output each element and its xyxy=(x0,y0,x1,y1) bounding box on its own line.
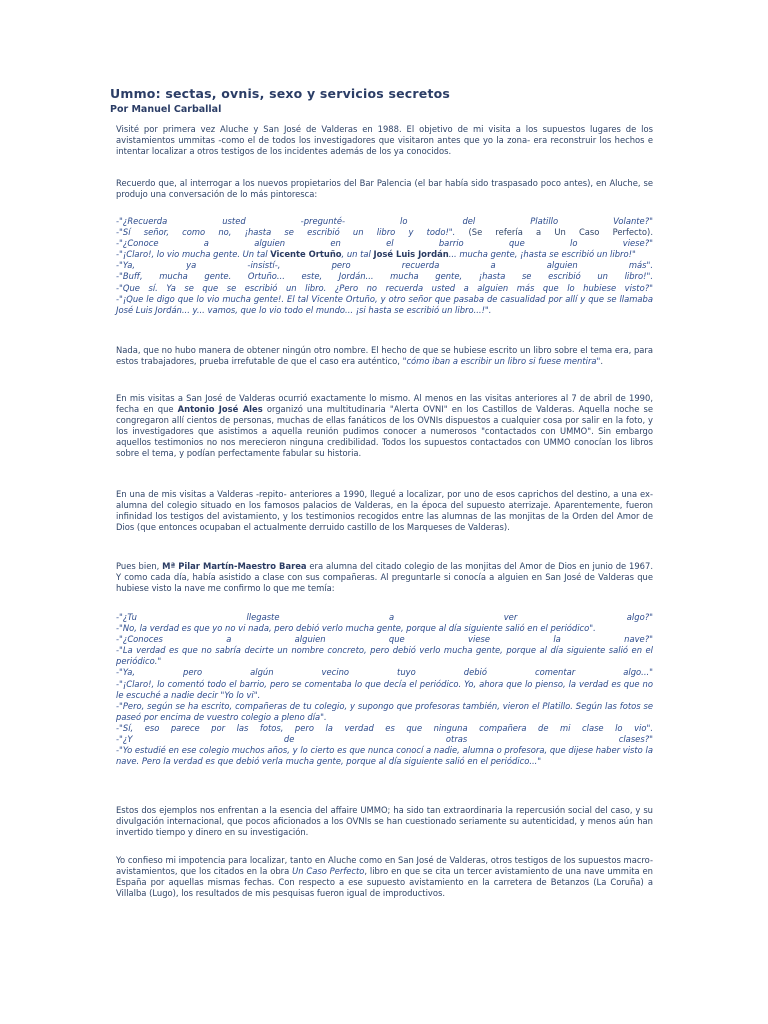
dialogue-line: -"Sí, eso parece por las fotos, pero la verdad es que ninguna compañera de mi clase lo vio". xyxy=(116,722,653,733)
quote: "cómo iban a escribir un libro si fuese mentira" xyxy=(402,356,601,367)
person-name: Antonio José Ales xyxy=(177,404,263,415)
person-name: José Luis Jordán xyxy=(373,249,449,260)
dialogue-line: -"¿Y de otras clases?" xyxy=(116,734,653,745)
dialogue-line: -"¡Claro!, lo vio mucha gente. Un tal Vicente Ortuño, un tal José Luis Jordán... mucha gente, ¡hasta se escribió un libro!" xyxy=(116,249,636,260)
dialogue-line: -"Ya, pero algún vecino tuyo debió comentar algo..." xyxy=(116,667,653,678)
paragraph-5: En una de mis visitas a Valderas -repito- anteriores a 1990, llegué a localizar, por uno de esos caprichos del destino, a una ex-alumna del colegio situado en los famosos palacios de Valderas, en la época del supuesto aterrizaje. Aparentemente, fueron infinidad los testigos del avistamiento, y los testimonios recogidos entre las alumnas de las monjitas de la Orden del Amor de Dios (que entonces ocupaban el actualmente derruido castillo de los Marqueses de Valderas). xyxy=(116,489,653,533)
book-title: Un Caso Perfecto xyxy=(292,866,365,877)
article-byline: Por Manuel Carballal xyxy=(110,104,222,115)
paragraph-7: Estos dos ejemplos nos enfrentan a la esencia del affaire UMMO; ha sido tan extraordinaria la repercusión social del caso, y su divulgación internacional, que pocos aficionados a los OVNIs se han cuestionado seriamente su autenticidad, y menos aún han invertido tiempo y dinero en su investigación. xyxy=(116,805,653,838)
dialogue-line: -"Que sí. Ya se que se escribió un libro. ¿Pero no recuerda usted a alguien más que lo hubiese visto?" xyxy=(116,282,653,293)
person-name: Mª Pilar Martín-Maestro Barea xyxy=(162,561,307,571)
dialogue-line: -"Pero, según se ha escrito, compañeras de tu colegio, y supongo que profesoras también, vieron el Platillo. Según las fotos se paseó por encima de vuestro colegio a pleno día". xyxy=(116,700,653,722)
paragraph-8: Yo confieso mi impotencia para localizar, tanto en Aluche como en San José de Valderas, otros testigos de los supuestos macro-avistamientos, que los citados en la obra Un Caso Perfecto, libro en que se cita un tercer avistamiento de una nave ummita en España por aquellas mismas fechas. Con respecto a ese supuesto avistamiento en la carretera de Betanzos (La Coruña) a Villalba (Lugo), los resultados de mis pesquisas fueron igual de improductivos. xyxy=(116,855,653,899)
dialogue-line: -"Sí señor, como no, ¡hasta se escribió un libro y todo!". (Se refería a Un Caso Perfecto). xyxy=(116,227,653,238)
dialogue-line: -"¿Conoces a alguien que viese la nave?" xyxy=(116,634,653,645)
dialogue-line: -"La verdad es que no sabría decirte un nombre concreto, pero debió verlo mucha gente, porque al día siguiente salió en el periódico." xyxy=(116,645,653,667)
paragraph-3: Nada, que no hubo manera de obtener ningún otro nombre. El hecho de que se hubiese escrito un libro sobre el tema era, para estos trabajadores, prueba irrefutable de que el caso era auténtico, "cómo iban a escribir un libro si fuese mentira". xyxy=(116,345,653,367)
dialogue-line: -"Yo estudié en ese colegio muchos años, y lo cierto es que nunca conocí a nadie, alumna o profesora, que dijese haber visto la nave. Pero la verdad es que debió verla mucha gente, porque al día siguiente salió en el periódico..." xyxy=(116,745,653,767)
dialogue-line: -"¿Conoce a alguien en el barrio que lo viese?" xyxy=(116,238,653,249)
paragraph-4: En mis visitas a San José de Valderas ocurrió exactamente lo mismo. Al menos en las visitas anteriores al 7 de abril de 1990, fecha en que Antonio José Ales organizó una multitudinaria "Alerta OVNI" en los Castillos de Valderas. Aquella noche se congregaron allí cientos de personas, muchas de ellas fanáticos de los OVNIs dispuestos a cualquier cosa por salir en la foto, y los investigadores que asistimos a aquella reunión pudimos conocer a numerosos "contactados con UMMO". Sin embargo aquellos testimonios no nos merecieron ninguna credibilidad. Todos los supuestos contactados con UMMO conocían los libros sobre el tema, y podían perfectamente fabular su historia. xyxy=(116,393,653,459)
paragraph-2: Recuerdo que, al interrogar a los nuevos propietarios del Bar Palencia (el bar había sido traspasado poco antes), en Aluche, se produjo una conversación de lo más pintoresca: xyxy=(116,178,653,200)
dialogue-valderas xyxy=(116,612,653,767)
paragraph-1: Visité por primera vez Aluche y San José de Valderas en 1988. El objetivo de mi visita a los supuestos lugares de los avistamientos ummitas -como el de todos los investigadores que visitaron antes que yo la zona- era reconstruir los hechos e intentar localizar a otros testigos de los incidentes además de los ya conocidos. xyxy=(116,124,653,157)
paragraph-6: Pues bien, Mª Pilar Martín-Maestro Barea era alumna del citado colegio de las monjitas del Amor de Dios en junio de 1967. Y como cada día, había asistido a clase con sus compañeras. Al preguntarle si conocía a alguien en San José de Valderas que hubiese visto la nave me confirmo lo que me temía: xyxy=(116,561,653,594)
dialogue-line: -"¡Que le digo que lo vio mucha gente!. El tal Vicente Ortuño, y otro señor que pasaba de casualidad por allí y que se llamaba José Luis Jordán... y... vamos, que lo vio todo el mundo... ¡si hasta se escribió un libro...!". xyxy=(116,293,653,315)
dialogue-line: -"¿Tu llegaste a ver algo?" xyxy=(116,612,653,622)
person-name: Vicente Ortuño xyxy=(270,249,342,260)
dialogue-line: -"¿Recuerda usted -pregunté- lo del Platillo Volante?" xyxy=(116,216,653,226)
dialogue-line: -"Ya, ya -insistí-, pero recuerda a alguien más". xyxy=(116,260,653,271)
dialogue-line: -"No, la verdad es que yo no vi nada, pero debió verlo mucha gente, porque al día siguiente salió en el periódico". xyxy=(116,623,596,634)
article-title: Ummo: sectas, ovnis, sexo y servicios secretos xyxy=(110,86,451,101)
dialogue-line: -"Buff, mucha gente. Ortuño... este, Jordán... mucha gente, ¡hasta se escribió un libro!". xyxy=(116,271,653,282)
dialogue-bar-palencia xyxy=(116,216,653,316)
dialogue-line: -"¡Claro!, lo comentó todo el barrio, pero se comentaba lo que decía el periódico. Yo, ahora que lo pienso, la verdad es que no le escuché a nadie decir "Yo lo vi". xyxy=(116,678,653,700)
